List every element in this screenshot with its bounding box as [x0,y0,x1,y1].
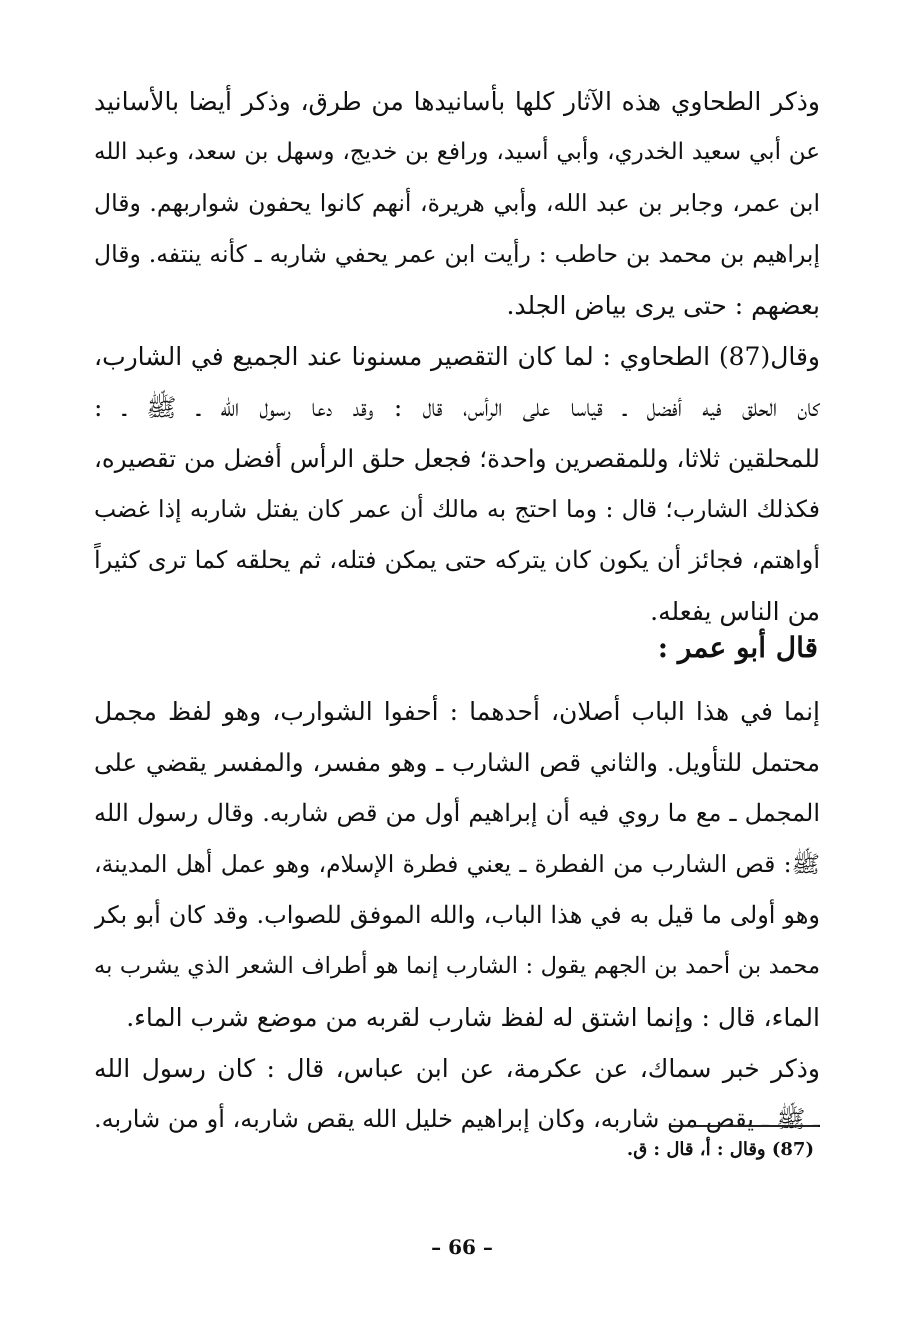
text-line: وقال(87) الطحاوي : لما كان التقصير مسنونا عند الجميع في الشارب، [94,342,820,371]
main-text-bottom [94,686,820,1145]
text-line: محتمل للتأويل. والثاني قص الشارب ـ وهو مفسر، والمفسر يقضي على [94,748,820,777]
text-line: إبراهيم بن محمد بن حاطب : رأيت ابن عمر يحفي شاربه ـ كأنه ينتفه. وقال [94,240,820,268]
text-line: إنما في هذا الباب أصلان، أحدهما : أحفوا الشوارب، وهو لفظ مجمل [94,697,820,726]
text-line: بعضهم : حتى يرى بياض الجلد. [506,291,820,320]
text-line: محمد بن أحمد بن الجهم يقول : الشارب إنما هو أطراف الشعر الذي يشرب به [94,953,820,979]
text-line: وذكر الطحاوي هذه الآثار كلها بأسانيدها من طرق، وذكر أيضا بالأسانيد [94,87,820,116]
text-line: من الناس يفعله. [650,597,820,626]
text-line: فكذلك الشارب؛ قال : وما احتج به مالك أن عمر كان يفتل شاربه إذا غضب [94,495,820,523]
text-line: ـ ﷺ ـ يقص من شاربه، وكان إبراهيم خليل الله يقص شاربه، أو من شاربه. [94,1105,820,1133]
text-line: للمحلقين ثلاثا، وللمقصرين واحدة؛ فجعل حلق الرأس أفضل من تقصيره، [94,444,820,473]
text-line: ابن عمر، وجابر بن عبد الله، وأبي هريرة، أنهم كانوا يحفون شواربهم. وقال [94,189,820,217]
text-line: كان الحلق فيه أفضل ـ قياسا على الرأس، قال : وقد دعا رسول الله ـ ﷺ ـ : [94,393,820,422]
text-line: المجمل ـ مع ما روي فيه أن إبراهيم أول من قص شاربه. وقال رسول الله [94,799,820,827]
text-line: وذكر خبر سماك، عن عكرمة، عن ابن عباس، قال : كان رسول الله [94,1054,820,1083]
page-number: – 66 – [431,1235,493,1259]
text-line: ﷺ: قص الشارب من الفطرة ـ يعني فطرة الإسلام، وهو عمل أهل المدينة، [94,850,820,878]
footnote: (87) وقال : أ، قال : ق. [626,1139,814,1160]
text-line: وهو أولى ما قيل به في هذا الباب، والله الموفق للصواب. وقد كان أبو بكر [94,901,820,929]
text-line: عن أبي سعيد الخدري، وأبي أسيد، ورافع بن خديج، وسهل بن سعد، وعبد الله [94,139,820,165]
text-line: الماء، قال : وإنما اشتق له لفظ شارب لقربه من موضع شرب الماء. [126,1003,820,1032]
section-heading: قال أبو عمر : [657,631,818,664]
main-text-top [94,76,820,637]
text-line: أواهتم، فجائز أن يكون كان يتركه حتى يمكن فتله، ثم يحلقه كما ترى كثيراً [94,546,820,574]
footnote-separator [670,1125,818,1127]
